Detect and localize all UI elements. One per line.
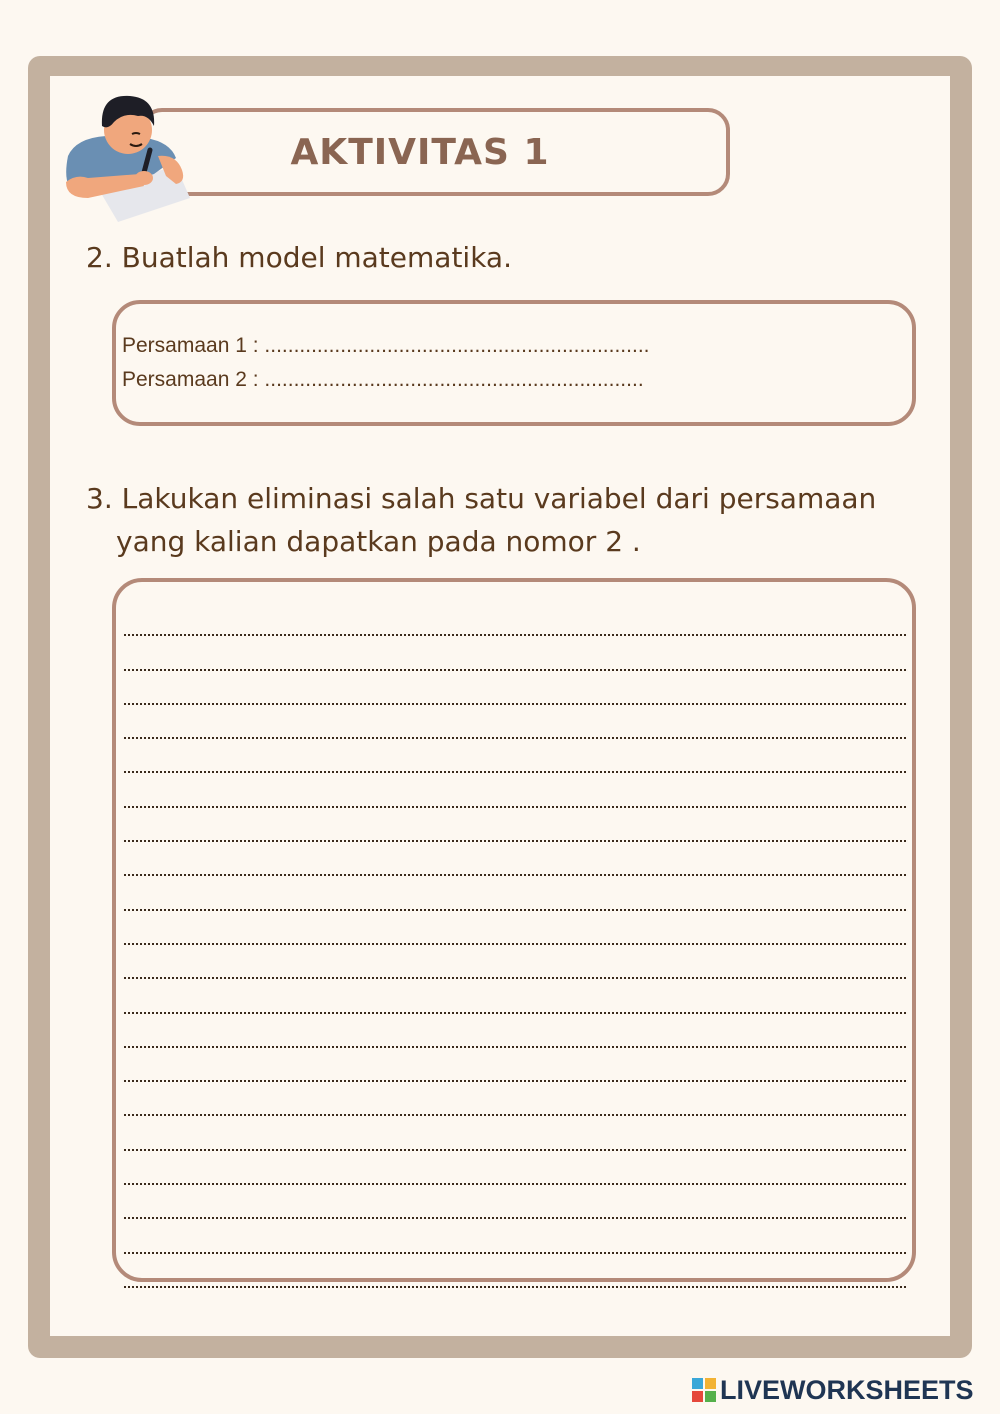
answer-line[interactable]	[124, 911, 906, 945]
question-3-line-2: yang kalian dapatkan pada nomor 2 .	[116, 525, 641, 558]
answer-line[interactable]	[124, 945, 906, 979]
answer-line[interactable]	[124, 979, 906, 1013]
answer-line[interactable]	[124, 1219, 906, 1253]
page-title: AKTIVITAS 1	[290, 131, 550, 173]
question-3-line-1: 3. Lakukan eliminasi salah satu variabel dari persamaan	[86, 482, 877, 515]
answer-line[interactable]	[124, 705, 906, 739]
answer-line[interactable]	[124, 1151, 906, 1185]
question-2-text: 2. Buatlah model matematika.	[86, 241, 512, 274]
equation-answer-box	[112, 300, 916, 426]
answer-line[interactable]	[124, 671, 906, 705]
answer-line[interactable]	[124, 1082, 906, 1116]
equation-1-field[interactable]: Persamaan 1 : ..................................................................	[122, 334, 650, 357]
answer-lines[interactable]	[124, 602, 906, 1288]
equation-2-field[interactable]: Persamaan 2 : .................................................................	[122, 368, 644, 391]
answer-line[interactable]	[124, 842, 906, 876]
answer-line[interactable]	[124, 773, 906, 807]
answer-line[interactable]	[124, 876, 906, 910]
footer-logo	[692, 1374, 974, 1406]
answer-line[interactable]	[124, 808, 906, 842]
question-3-text	[86, 477, 926, 563]
answer-line[interactable]	[124, 636, 906, 670]
answer-line[interactable]	[124, 1048, 906, 1082]
student-writing-icon	[58, 86, 198, 226]
answer-line[interactable]	[124, 1185, 906, 1219]
answer-line[interactable]	[124, 602, 906, 636]
answer-line[interactable]	[124, 1116, 906, 1150]
answer-line[interactable]	[124, 1014, 906, 1048]
answer-line[interactable]	[124, 739, 906, 773]
liveworksheets-logo-icon	[692, 1378, 716, 1402]
answer-line[interactable]	[124, 1254, 906, 1288]
footer-brand: LIVEWORKSHEETS	[720, 1374, 974, 1405]
